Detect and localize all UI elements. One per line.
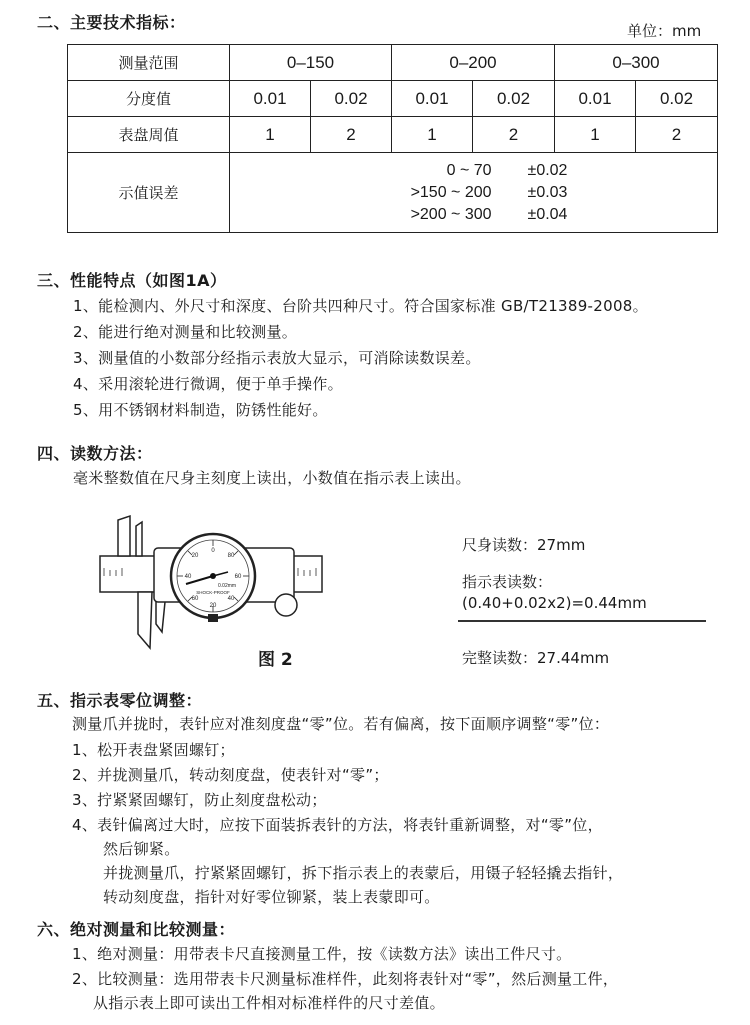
- error-label: 示值误差: [68, 153, 230, 233]
- range-cell: 0–150: [230, 45, 392, 81]
- error-range: >150 ~ 200: [410, 183, 492, 201]
- list-item-continuation: 然后铆紧。: [103, 840, 180, 858]
- zero-adjust-extra: 转动刻度盘，指针对好零位铆紧，装上表蒙即可。: [103, 888, 440, 906]
- dial-brand-text: SHOCK-PROOF: [196, 590, 230, 595]
- list-item: 4、采用滚轮进行微调，便于单手操作。: [73, 375, 343, 393]
- range-cell: 0–300: [555, 45, 718, 81]
- table-row: [68, 45, 718, 81]
- svg-text:40: 40: [184, 574, 192, 580]
- resolution-cell: 0.02: [311, 81, 392, 117]
- resolution-cell: 0.01: [555, 81, 636, 117]
- table-row: [68, 117, 718, 153]
- dial-reading-formula: (0.40+0.02x2)=0.44mm: [462, 594, 647, 612]
- dial-cell: 2: [311, 117, 392, 153]
- total-reading: 完整读数：27.44mm: [462, 649, 610, 667]
- list-item: 2、并拢测量爪，转动刻度盘，使表针对“零”；: [72, 766, 389, 784]
- svg-text:60: 60: [191, 596, 199, 602]
- table-row: [68, 153, 718, 233]
- error-row: [380, 182, 568, 204]
- figure-caption: 图 2: [258, 650, 293, 670]
- svg-text:0: 0: [211, 548, 215, 554]
- list-item: 1、松开表盘紧固螺钉；: [72, 741, 235, 759]
- svg-text:20: 20: [191, 553, 199, 559]
- upper-jaw-slider-icon: [136, 522, 142, 556]
- error-range: 0 ~ 70: [446, 161, 492, 179]
- svg-text:20: 20: [209, 603, 217, 609]
- reading-description: 毫米整数值在尺身主刻度上读出，小数值在指示表上读出。: [73, 469, 471, 487]
- list-item: 5、用不锈钢材料制造，防锈性能好。: [73, 401, 328, 419]
- list-item: 1、能检测内、外尺寸和深度、台阶共四种尺寸。符合国家标准 GB/T21389-2008。: [73, 297, 648, 315]
- error-value: ±0.04: [527, 205, 568, 223]
- list-item: 4、表针偏离过大时，应按下面装拆表针的方法，将表针重新调整，对“零”位，: [72, 816, 603, 834]
- range-label: 测量范围: [68, 45, 230, 81]
- dial-cell: 1: [230, 117, 311, 153]
- svg-text:40: 40: [227, 596, 235, 602]
- list-item-continuation: 从指示表上即可读出工件相对标准样件的尺寸差值。: [93, 994, 445, 1012]
- upper-jaw-icon: [118, 516, 130, 556]
- main-scale-reading: 尺身读数：27mm: [462, 536, 586, 554]
- section-title-features: 三、性能特点（如图1A）: [37, 271, 227, 290]
- dial-cell: 1: [392, 117, 473, 153]
- section-title-zero-adjust: 五、指示表零位调整：: [37, 691, 203, 710]
- dial-cell: 2: [473, 117, 555, 153]
- resolution-cell: 0.01: [230, 81, 311, 117]
- zero-adjust-intro: 测量爪并拢时，表针应对准刻度盘“零”位。若有偏离，按下面顺序调整“零”位：: [72, 715, 610, 733]
- section-title-measurement: 六、绝对测量和比较测量：: [37, 920, 236, 939]
- error-value: ±0.02: [527, 161, 568, 179]
- section-title-reading: 四、读数方法：: [37, 444, 153, 463]
- divider: [458, 620, 706, 622]
- dial-reading-label: 指示表读数：: [462, 573, 553, 591]
- resolution-cell: 0.01: [392, 81, 473, 117]
- thumb-roller-icon: [275, 594, 297, 616]
- lower-jaw-icon: [138, 592, 152, 648]
- resolution-cell: 0.02: [473, 81, 555, 117]
- resolution-label: 分度值: [68, 81, 230, 117]
- list-item: 2、能进行绝对测量和比较测量。: [73, 323, 298, 341]
- dial-resolution-text: 0.02mm: [218, 583, 237, 589]
- list-item: 2、比较测量：选用带表卡尺测量标准样件，此刻将表针对“零”，然后测量工件，: [72, 970, 619, 988]
- list-item: 1、绝对测量：用带表卡尺直接测量工件，按《读数方法》读出工件尺寸。: [72, 945, 572, 963]
- error-row: [380, 160, 568, 182]
- unit-label: 单位：mm: [627, 22, 702, 40]
- svg-text:80: 80: [227, 553, 235, 559]
- lock-screw-icon: [208, 614, 218, 622]
- error-cell: [230, 153, 718, 233]
- table-row: [68, 81, 718, 117]
- dial-label: 表盘周值: [68, 117, 230, 153]
- error-range: >200 ~ 300: [410, 205, 492, 223]
- section-title-specs: 二、主要技术指标：: [37, 13, 186, 32]
- dial-cell: 1: [555, 117, 636, 153]
- caliper-figure: [98, 512, 323, 652]
- list-item: 3、测量值的小数部分经指示表放大显示，可消除读数误差。: [73, 349, 481, 367]
- range-cell: 0–200: [392, 45, 555, 81]
- spec-table: [67, 44, 718, 233]
- resolution-cell: 0.02: [636, 81, 718, 117]
- dial-cell: 2: [636, 117, 718, 153]
- zero-adjust-extra: 并拢测量爪，拧紧紧固螺钉，拆下指示表上的表蒙后，用镊子轻轻撬去指针，: [103, 864, 624, 882]
- error-value: ±0.03: [527, 183, 568, 201]
- error-row: [380, 204, 568, 226]
- svg-text:60: 60: [234, 574, 242, 580]
- list-item: 3、拧紧紧固螺钉，防止刻度盘松动；: [72, 791, 327, 809]
